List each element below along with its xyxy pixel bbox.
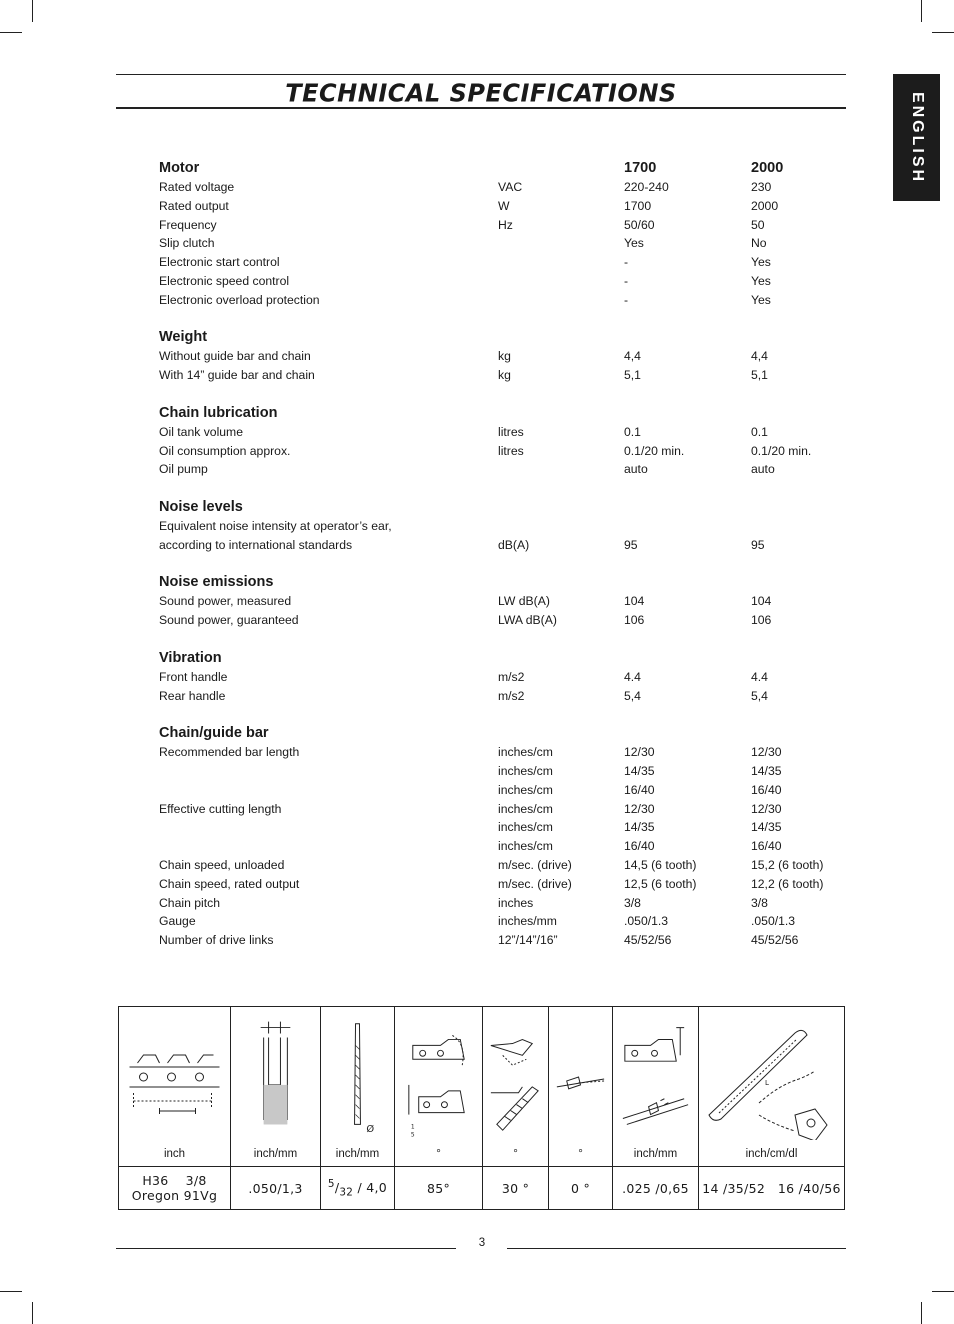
spec-row: [159, 894, 849, 913]
cell-unit-label: inch/mm: [253, 1148, 298, 1160]
spec-row: [159, 234, 849, 253]
filing-angle-cell: [483, 1007, 549, 1167]
spec-value-2000: 4.4: [751, 669, 768, 684]
spec-value-2000: 15,2 (6 tooth): [751, 857, 824, 872]
spec-unit: m/sec. (drive): [498, 876, 572, 891]
spec-value-2000: 0.1/20 min.: [751, 443, 812, 458]
cell-unit-label: inch/cm/dl: [745, 1148, 798, 1160]
section-rows: [159, 423, 849, 479]
spec-value-1700: auto: [624, 462, 648, 477]
spec-row: [159, 291, 849, 310]
spec-value-1700: 16/40: [624, 839, 655, 854]
spec-value-2000: 12/30: [751, 801, 782, 816]
crop-mark: [921, 0, 922, 22]
spec-value-2000: Yes: [751, 273, 771, 288]
bar-length-letter: L: [765, 1079, 769, 1087]
spec-label: Chain speed, unloaded: [159, 857, 285, 872]
spec-label: Electronic speed control: [159, 273, 290, 288]
spec-value-2000: 14/35: [751, 763, 782, 778]
page-number: 3: [478, 1237, 486, 1249]
cell-unit-label: inch/mm: [335, 1148, 380, 1160]
specifications-list: [159, 158, 849, 950]
spec-value-2000: 14/35: [751, 820, 782, 835]
spec-value-2000: 5,1: [751, 368, 768, 383]
top-plate-angle-diagram: [395, 1015, 482, 1140]
section-title: Weight: [159, 329, 208, 346]
spec-label: according to international standards: [159, 537, 353, 552]
footer-rule-left: [116, 1248, 456, 1249]
language-tab-label: ENGLISH: [908, 91, 926, 184]
fraction-denominator: 5: [410, 1131, 415, 1139]
spec-value-1700: 3/8: [624, 895, 641, 910]
spec-row: [159, 460, 849, 479]
chain-type-line: H36 3/8: [142, 1173, 207, 1188]
spec-value-1700: -: [624, 273, 629, 288]
fraction-numerator: 5: [327, 1177, 335, 1190]
spec-row: [159, 347, 849, 366]
spec-label: Recommended bar length: [159, 745, 300, 760]
cell-unit-label: inch: [163, 1148, 186, 1160]
spec-unit: kg: [498, 368, 511, 383]
crop-mark: [32, 0, 33, 22]
filing-angle-diagram: [483, 1015, 548, 1140]
chain-pitch-diagram: [119, 1015, 230, 1140]
spec-unit: litres: [498, 443, 524, 458]
footer-rule-right: [507, 1248, 846, 1249]
crop-mark: [932, 32, 954, 33]
spec-unit: inches/cm: [498, 820, 553, 835]
spec-unit: kg: [498, 349, 511, 364]
spec-label: Sound power, measured: [159, 594, 292, 609]
spec-value-1700: 4.4: [624, 669, 641, 684]
spec-unit: inches/cm: [498, 801, 553, 816]
spec-row: [159, 875, 849, 894]
spec-unit: inches: [498, 895, 534, 910]
spec-value-2000: 0.1: [751, 424, 768, 439]
fraction-denominator: 32: [339, 1186, 354, 1199]
spec-label: Electronic overload protection: [159, 292, 320, 307]
language-tab: [893, 74, 940, 201]
chain-type-line: Oregon 91Vg: [131, 1188, 218, 1203]
diameter-symbol: Ø: [366, 1124, 375, 1136]
section-title: Noise levels: [159, 498, 243, 515]
spec-value-1700: 14/35: [624, 763, 655, 778]
spec-value-1700: Yes: [624, 236, 644, 251]
top-plate-angle-value: 85°: [395, 1167, 483, 1210]
section-heading: [159, 403, 849, 423]
cell-unit-label: °: [436, 1148, 441, 1160]
spec-row: [159, 837, 849, 856]
spec-row: [159, 611, 849, 630]
spec-unit: Hz: [498, 217, 513, 232]
spec-label: Chain pitch: [159, 895, 220, 910]
spec-row: [159, 178, 849, 197]
spec-unit: LWA dB(A): [498, 613, 557, 628]
spec-value-1700: 12/30: [624, 801, 655, 816]
fraction-numerator: 1: [410, 1123, 415, 1131]
spec-unit: 12”/14”/16”: [498, 933, 558, 948]
spec-row: [159, 800, 849, 819]
gauge-diagram: [231, 1015, 320, 1140]
spec-value-1700: 95: [624, 537, 638, 552]
spec-label: Rated voltage: [159, 180, 235, 194]
model-column-header: 1700: [624, 160, 657, 176]
guide-bar-diagram: [699, 1015, 844, 1140]
section-rows: [159, 743, 849, 950]
spec-label: Without guide bar and chain: [159, 349, 311, 364]
spec-row: [159, 856, 849, 875]
chain-type-value: [119, 1167, 231, 1210]
spec-value-1700: 106: [624, 613, 645, 628]
spec-value-2000: 4,4: [751, 349, 768, 364]
vertical-angle-diagram: [549, 1015, 612, 1140]
spec-label: Effective cutting length: [159, 801, 282, 816]
spec-value-1700: 14,5 (6 tooth): [624, 857, 697, 872]
spec-row: [159, 272, 849, 291]
spec-unit: inches/mm: [498, 914, 557, 929]
spec-label: Rated output: [159, 198, 229, 213]
page-title: TECHNICAL SPECIFICATIONS: [285, 78, 677, 108]
spec-value-2000: 104: [751, 594, 772, 609]
spec-unit: inches/cm: [498, 839, 553, 854]
spec-value-1700: 12/30: [624, 745, 655, 760]
spec-row: [159, 197, 849, 216]
depth-gauge-cell: [613, 1007, 699, 1167]
spec-row: [159, 442, 849, 461]
spec-unit: VAC: [498, 180, 523, 194]
section-rows: [159, 517, 849, 555]
section-heading: [159, 648, 849, 668]
spec-unit: m/s2: [498, 669, 525, 684]
spec-value-2000: .050/1.3: [751, 914, 796, 929]
file-diameter-diagram: [321, 1015, 394, 1140]
spec-value-1700: 4,4: [624, 349, 641, 364]
spec-value-2000: 106: [751, 613, 772, 628]
crop-mark: [921, 1302, 922, 1324]
spec-row: [159, 366, 849, 385]
title-bar: [116, 74, 846, 109]
spec-row: [159, 762, 849, 781]
spec-row: [159, 216, 849, 235]
vertical-angle-value: 0 °: [549, 1167, 613, 1210]
section-title: Chain/guide bar: [159, 725, 269, 742]
crop-mark: [0, 1291, 22, 1292]
spec-value-1700: 14/35: [624, 820, 655, 835]
top-plate-angle-cell: [395, 1007, 483, 1167]
spec-value-1700: 45/52/56: [624, 933, 672, 948]
spec-row: [159, 912, 849, 931]
spec-value-1700: 12,5 (6 tooth): [624, 876, 697, 891]
spec-unit: W: [498, 198, 510, 213]
spec-label: Gauge: [159, 914, 196, 929]
spec-value-2000: 95: [751, 537, 765, 552]
section-rows: [159, 178, 849, 310]
section-heading: [159, 723, 849, 743]
spec-value-2000: Yes: [751, 255, 771, 270]
depth-gauge-value: .025 /0,65: [613, 1167, 699, 1210]
spec-value-2000: 45/52/56: [751, 933, 799, 948]
spec-label: Frequency: [159, 217, 217, 232]
depth-gauge-diagram: [613, 1015, 698, 1140]
spec-row: [159, 592, 849, 611]
file-diameter-cell: [321, 1007, 395, 1167]
spec-row: [159, 536, 849, 555]
section-title: Noise emissions: [159, 574, 274, 591]
spec-row: [159, 423, 849, 442]
spec-label: Front handle: [159, 669, 228, 684]
section-heading: [159, 327, 849, 347]
spec-label: With 14” guide bar and chain: [159, 368, 315, 383]
spec-unit: inches/cm: [498, 782, 553, 797]
spec-label: Electronic start control: [159, 255, 280, 270]
spec-row: [159, 931, 849, 950]
spec-value-2000: 5,4: [751, 688, 768, 703]
spec-value-1700: -: [624, 255, 629, 270]
section-heading: [159, 572, 849, 592]
spec-value-1700: 104: [624, 594, 645, 609]
spec-label: Rear handle: [159, 688, 226, 703]
spec-label: Oil tank volume: [159, 424, 243, 439]
guide-bar-cell: [699, 1007, 845, 1167]
spec-value-2000: Yes: [751, 292, 771, 307]
section-heading: [159, 497, 849, 517]
spec-value-2000: 16/40: [751, 839, 782, 854]
filing-angle-value: 30 °: [483, 1167, 549, 1210]
spec-label: Slip clutch: [159, 236, 215, 251]
spec-label: Oil consumption approx.: [159, 443, 291, 458]
cell-unit-label: inch/mm: [633, 1148, 678, 1160]
spec-value-1700: 50/60: [624, 217, 655, 232]
spec-value-2000: 12,2 (6 tooth): [751, 876, 824, 891]
file-diameter-value: $^5/_{32} / 4,0$: [321, 1167, 395, 1210]
spec-unit: dB(A): [498, 537, 530, 552]
spec-value-1700: 5,4: [624, 688, 641, 703]
spec-row: [159, 517, 849, 536]
spec-value-2000: 2000: [751, 198, 779, 213]
spec-value-1700: 16/40: [624, 782, 655, 797]
cell-unit-label: °: [513, 1148, 518, 1160]
guide-bar-value: 14 /35/52 16 /40/56: [699, 1167, 845, 1210]
spec-value-2000: 16/40: [751, 782, 782, 797]
model-column-header: 2000: [751, 160, 784, 176]
chain-specification-table: [118, 1006, 845, 1210]
spec-unit: inches/cm: [498, 745, 553, 760]
spec-value-2000: No: [751, 236, 767, 251]
spec-value-1700: 1700: [624, 198, 652, 213]
spec-label: Chain speed, rated output: [159, 876, 300, 891]
spec-unit: m/sec. (drive): [498, 857, 572, 872]
spec-unit: m/s2: [498, 688, 525, 703]
section-rows: [159, 592, 849, 630]
spec-row: [159, 687, 849, 706]
spec-value-2000: 3/8: [751, 895, 768, 910]
section-title: Chain lubrication: [159, 404, 278, 421]
spec-value-1700: 0.1/20 min.: [624, 443, 685, 458]
spec-value-2000: 12/30: [751, 745, 782, 760]
spec-value-1700: 5,1: [624, 368, 641, 383]
crop-mark: [932, 1291, 954, 1292]
spec-row: [159, 253, 849, 272]
spec-value-2000: 230: [751, 180, 772, 194]
section-rows: [159, 347, 849, 385]
file-diameter-mm: / 4,0: [357, 1179, 388, 1195]
gauge-cell: [231, 1007, 321, 1167]
spec-label: Equivalent noise intensity at operator’s ear,: [159, 518, 392, 533]
section-title: Vibration: [159, 649, 222, 666]
spec-value-2000: 50: [751, 217, 765, 232]
crop-mark: [0, 32, 22, 33]
spec-value-2000: auto: [751, 462, 775, 477]
spec-value-1700: 0.1: [624, 424, 641, 439]
gauge-value: .050/1,3: [231, 1167, 321, 1210]
spec-label: Oil pump: [159, 462, 208, 477]
section-rows: [159, 668, 849, 706]
spec-value-1700: 220-240: [624, 180, 669, 194]
spec-unit: LW dB(A): [498, 594, 550, 609]
cell-unit-label: °: [578, 1148, 583, 1160]
spec-value-1700: .050/1.3: [624, 914, 669, 929]
spec-row: [159, 818, 849, 837]
spec-row: [159, 668, 849, 687]
spec-unit: inches/cm: [498, 763, 553, 778]
spec-label: Sound power, guaranteed: [159, 613, 299, 628]
spec-label: Number of drive links: [159, 933, 274, 948]
spec-row: [159, 781, 849, 800]
spec-unit: litres: [498, 424, 524, 439]
section-heading: [159, 158, 849, 178]
vertical-angle-cell: [549, 1007, 613, 1167]
chain-pitch-cell: [119, 1007, 231, 1167]
spec-value-1700: -: [624, 292, 629, 307]
section-title: Motor: [159, 160, 200, 176]
crop-mark: [32, 1302, 33, 1324]
spec-row: [159, 743, 849, 762]
